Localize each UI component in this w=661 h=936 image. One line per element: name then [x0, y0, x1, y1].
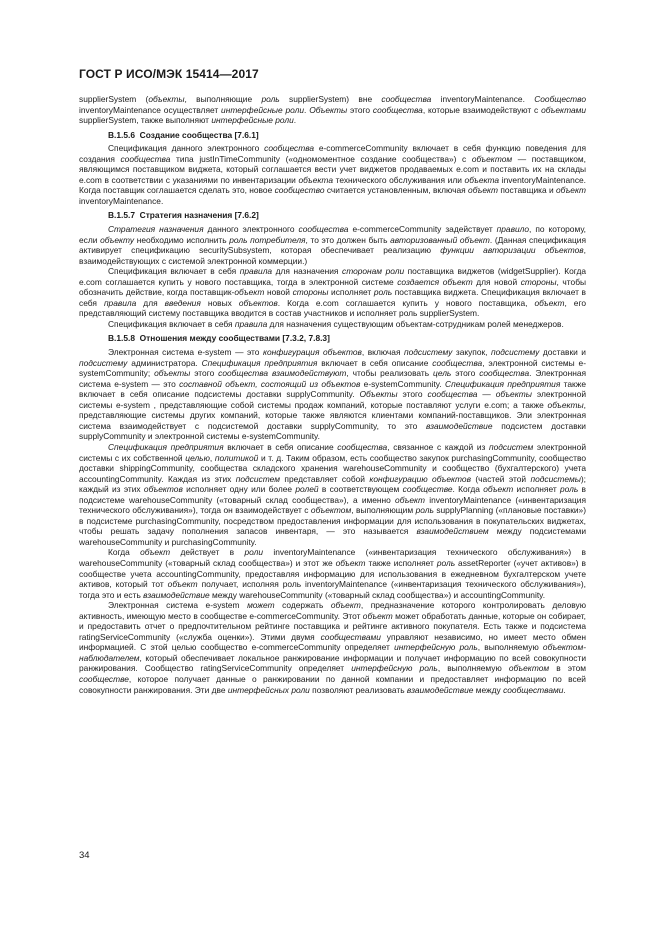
body-paragraph: Электронная система e-system — это конфигурация объектов, включая подсистему закупок, подсистему доставки и подсистему администратора. Спецификация предприятия включает в себя описание сообщества, электронной системы e-systemCommunity; объекты этого сообщества взаимодействуют, чтобы реализовать цель этого сообщества. Электронная система e-system — это составной объект, состоящий из объектов e-systemCommunity. Спецификация предприятия также включает в себя описание подсистемы доставки supplyCommunity. Объекты этого сообщества — объекты электронной системы e-system , представляющие собой системы продаж компаний, которые поставляют услуги e.com; а также объекты, представляющие системы других компаний, которые также являются клиентами компаний-поставщиков. Эли электронная система взаимодействует с подсистемой доставки supplyCommunity, то это взаимодействие подсистем доставки supplyCommunity и электронной системы e-systemCommunity. [79, 347, 587, 442]
page-header-title: ГОСТ Р ИСО/МЭК 15414—2017 [79, 67, 259, 81]
page-number: 34 [79, 850, 90, 861]
body-paragraph: Спецификация включает в себя правила для назначения существующим объектам-сотрудникам ролей менеджеров. [108, 318, 564, 329]
body-paragraph: supplierSystem (объекты, выполняющие роль supplierSystem) вне сообщества inventoryMaintenance. Сообщество inventoryMaintenance осуществляет интерфейсные роли. Объекты этого сообщества, которые взаимодействуют с объектами supplierSystem, также выполняют интерфейсные роли. [79, 94, 587, 126]
body-paragraph: Стратегия назначения данного электронного сообщества e-commerceCommunity задействует правило, по которому, если объекту необходимо исполнить роль потребителя, то это должен быть авторизованный объект. (Данная спецификация активирует спецификацию securitySubsystem, которая обеспечивает реализацию функции авторизации объектов, взаимодействующих с системой электронной коммерции.) [79, 224, 586, 266]
body-paragraph: Спецификация включает в себя правила для назначения сторонам роли поставщика виджетов (widgetSupplier). Когда e.com соглашается купить у нового поставщика, тогда в электронной системе создается объект для новой стороны, чтобы обозначить действие, когда поставщик-объект новой стороны исполняет роль поставщика виджета. Спецификация включает в себя правила для введения новых объектов. Когда e.com соглашается купить у нового поставщика, объект, его представляющий систему поставщика вводится в состав участников и исполняет роль supplierSystem. [79, 266, 587, 319]
section-heading: В.1.5.6 Создание сообщества [7.6.1] [108, 129, 259, 140]
body-paragraph: Спецификация предприятия включает в себя описание сообщества, связанное с каждой из подсистем электронной системы с их собственной целью, политикой и т. д. Таким образом, есть сообщество закупок purchasingCommunity, сообщество доставки shippingCommunity, сообщества складского хранения warehouseCommunity и сообщество (бухгалтерского) учета accountingCommunity. Каждая из этих подсистем представляет собой конфигурацию объектов (частей этой подсистемы); каждый из этих объектов исполняет одну или более ролей в соответствующем сообществе. Когда объект исполняет роль в подсистеме warehouseCommunity («товарный склад сообщества»), а именно объект inventoryMaintenance («инвентаризация технического обслуживания»), тогда он взаимодействует с объектом, выполняющим роль supplyPlanning («плановые поставки») в подсистеме purchasingCommunity, посредством предоставления информации для использования в покупательских виджетах, чтобы решать задачу пополнения запасов инвентаря, — это называется взаимодействием между подсистемами warehouseCommunity и purchasingCommunity. [79, 441, 587, 547]
section-heading: В.1.5.7 Стратегия назначения [7.6.2] [108, 210, 259, 221]
body-paragraph: Спецификация данного электронного сообщества e-commerceCommunity включает в себя функцию поведения для создания сообщества типа justInTimeCommunity («одномоментное создание сообщества») с объектом — поставщиком, являющимся поставщиком виджета, который соглашается вести учет виджетов продаваемых e.com и поставить их на склады e.com в соответствии с указаниями по инвентаризации объекта технического обслуживания или объекта inventoryMaintenance. Когда поставщик соглашается сделать это, новое сообщество считается установленным, включая объект поставщика и объект inventoryMaintenance. [79, 143, 586, 206]
section-heading: В.1.5.8 Отношения между сообществами [7.3.2, 7.8.3] [108, 333, 330, 344]
body-paragraph: Когда объект действует в роли inventoryMaintenance («инвентаризация технического обслуживания») в warehouseCommunity («товарный склад сообщества») и этот же объект также исполняет роль assetReporter («учет активов») в сообществе учета accountingCommunity, предоставляя информацию для использования в ежедневном бухгалтерском учете активов, который тот объект получает, исполняя роль inventoryMaintenance («инвентаризация технического обслуживания»), тогда это и есть взаимодействие между warehouseCommunity («товарный склад сообщества») и accountingCommunity. [79, 547, 586, 600]
body-paragraph: Электронная система e-system может содержать объект, предназначение которого контролировать деловую активность, имеющую место в сообществе e-commerceCommunity. Этот объект может обработать данные, которые он собирает, и предоставить отчет о предпочтительном рейтинге поставщика и рейтинге активного покупателя. Есть также и подсистема ratingServiceCommunity («служба оценки»). Этими двумя сообществами управляют независимо, но имеет место обмен информацией. С этой целью сообщество e-commerceCommunity определяет интерфейсную роль, выполняемую объектом-наблюдателем, который обеспечивает локальное ранжирование информации и получает информацию по всей совокупности ранжирования. Сообщество ratingServiceCommunity определяет интерфейсную роль, выполняемую объектом в этом сообществе, которое получает данные о ранжировании по данной компании и предоставляет информацию по всей совокупности ранжирования. Эти две интерфейсных роли позволяют реализовать взаимодействие между сообществами. [79, 600, 586, 695]
document-body [79, 94, 586, 695]
